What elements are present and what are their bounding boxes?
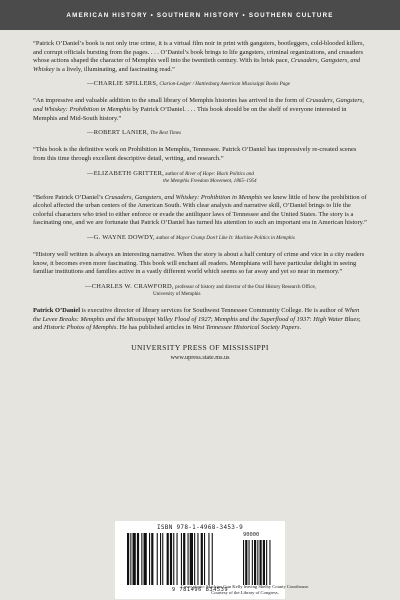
barcode-bar bbox=[173, 533, 174, 585]
barcode-bar bbox=[144, 533, 147, 585]
blurb-attribution: —ROBERT LANIER, The Best Times bbox=[87, 129, 182, 137]
publisher-block bbox=[33, 343, 367, 361]
series-label: AMERICAN HISTORY • SOUTHERN HISTORY • SOUTHERN CULTURE bbox=[66, 11, 334, 19]
addon-bar bbox=[249, 540, 250, 585]
barcode-bar bbox=[141, 533, 142, 585]
addon-bar bbox=[263, 540, 265, 585]
blurb-5 bbox=[33, 251, 367, 298]
barcode-bar bbox=[127, 533, 129, 585]
barcode-bar bbox=[190, 533, 193, 585]
blurb-3 bbox=[33, 146, 367, 184]
author-bio-text: is executive director of library services for Southwest Tennessee Community College. He is author of When the Levee Breaks: Memphis and the Mississippi Valley Flood of 1927; Memphis and the Superflood of 1937: High Water Blues; and Historic Photos of Memphis. He has published articles in West Tennessee Historical Society Papers. bbox=[33, 307, 361, 332]
blurb-text: “History well written is always an interesting narrative. When the story is about a half century of crime and vice in a city readers know, it becomes even more fascinating. This book will enchant all readers. Memphians will have particular delight in seeing familiar institutions and families active in a vastly different world which seems so far away and yet so near in memory.” bbox=[33, 251, 365, 276]
barcode-bar bbox=[194, 533, 195, 585]
price-addon: 90000 bbox=[243, 532, 260, 538]
addon-bar bbox=[252, 540, 253, 585]
blurb-4 bbox=[33, 194, 367, 242]
barcode-bar bbox=[204, 533, 205, 585]
barcode-digits: 9 781496 834539 bbox=[171, 587, 229, 593]
barcode-bar bbox=[151, 533, 153, 585]
cover-credit-line-1: Cover photo: Machine Gun Kelly leaving Shelby County Courthouse. bbox=[180, 584, 310, 589]
blurb-attribution: —CHARLIE SPILLERS, Clarion-Ledger / Hattiesburg American Mississippi Books Page bbox=[87, 80, 291, 88]
author-bio bbox=[33, 307, 367, 333]
publisher-name: UNIVERSITY PRESS OF MISSISSIPPI bbox=[131, 343, 269, 353]
blurb-text: “Patrick O’Daniel’s book is not only true crime, it is a virtual film noir in print with gangsters, bootleggers, cold-blooded killers, and corrupt officials bursting from the pages. . . . O’Daniel’s book brings to life gangsters, criminal organizations, and crusaders whose actions shaped the character of Memphis well into the twentieth century. With its brisk pace, Crusaders, Gangsters, and Whiskey is a lively, illuminating, and fascinating read.” bbox=[33, 40, 365, 73]
addon-bar bbox=[245, 540, 247, 585]
addon-bar bbox=[257, 540, 258, 585]
blurb-1 bbox=[33, 40, 367, 88]
blurb-text: “This book is the definitive work on Prohibition in Memphis, Tennessee. Patrick O’Daniel has impressively re-created scenes from this time through excellent descriptive detail, writing, and research.” bbox=[33, 146, 357, 162]
series-banner bbox=[0, 0, 400, 30]
back-cover-text bbox=[33, 40, 367, 361]
barcode-bar bbox=[162, 533, 163, 585]
barcode-bar bbox=[167, 533, 169, 585]
barcode-bar bbox=[137, 533, 139, 585]
barcode-bar bbox=[170, 533, 172, 585]
blurb-2 bbox=[33, 97, 367, 137]
author-name: Patrick O’Daniel bbox=[33, 307, 81, 315]
publisher-url: www.upress.state.ms.us bbox=[170, 354, 230, 362]
barcode-bar bbox=[212, 533, 213, 585]
barcode-bar bbox=[177, 533, 178, 585]
addon-bar bbox=[243, 540, 244, 585]
barcode-bar bbox=[157, 533, 158, 585]
barcode-bar bbox=[130, 533, 131, 585]
blurb-text: “Before Patrick O’Daniel’s Crusaders, Gangsters, and Whiskey: Prohibition in Memphis we knew little of how the prohibition of alcohol affected the urban centers of the American South. With clear analysis and narrative skill, O’Daniel brings to life the colorful characters who tried to either enforce or evade the antiliquor laws of Tennessee and the United States. The story is a fascinating one, and we are fortunate that Patrick O’Daniel has turned his attention to such an important era in American history.” bbox=[33, 193, 367, 227]
cover-credit bbox=[140, 584, 350, 595]
barcode-bar bbox=[133, 533, 136, 585]
barcode-bar bbox=[208, 533, 209, 585]
addon-bar bbox=[260, 540, 262, 585]
blurb-text: “An impressive and valuable addition to the small library of Memphis histories has arrived in the form of Crusaders, Gangsters, and Whiskey: Prohibition in Memphis by Patrick O’Daniel. . . . This book should be on the shelf of everyone interested in Memphis and Mid-South history.” bbox=[33, 97, 364, 122]
blurb-attribution: —CHARLES W. CRAWFORD, professor of history and director of the Oral History Research Office, University of Memphis bbox=[85, 282, 316, 298]
addon-bar bbox=[269, 540, 270, 585]
addon-bar bbox=[254, 540, 256, 585]
barcode-bar bbox=[197, 533, 198, 585]
barcode-bar bbox=[149, 533, 150, 585]
addon-bar bbox=[266, 540, 267, 585]
barcode-bar bbox=[201, 533, 203, 585]
barcode-bar bbox=[160, 533, 161, 585]
cover-credit-line-2: Courtesy of the Library of Congress. bbox=[211, 589, 279, 595]
blurb-attribution: —G. WAYNE DOWDY, author of Mayor Crump Don’t Like It: Machine Politics in Memphis bbox=[87, 234, 295, 241]
barcode-bar bbox=[183, 533, 185, 585]
barcode-bar bbox=[181, 533, 182, 585]
barcode-bar bbox=[188, 533, 189, 585]
blurb-attribution: —ELIZABETH GRITTER, author of River of Hope: Black Politics and the Memphis Freedom Movement, 1865–1954 bbox=[87, 169, 257, 184]
isbn-label: ISBN 978-1-4968-3453-9 bbox=[156, 524, 244, 531]
